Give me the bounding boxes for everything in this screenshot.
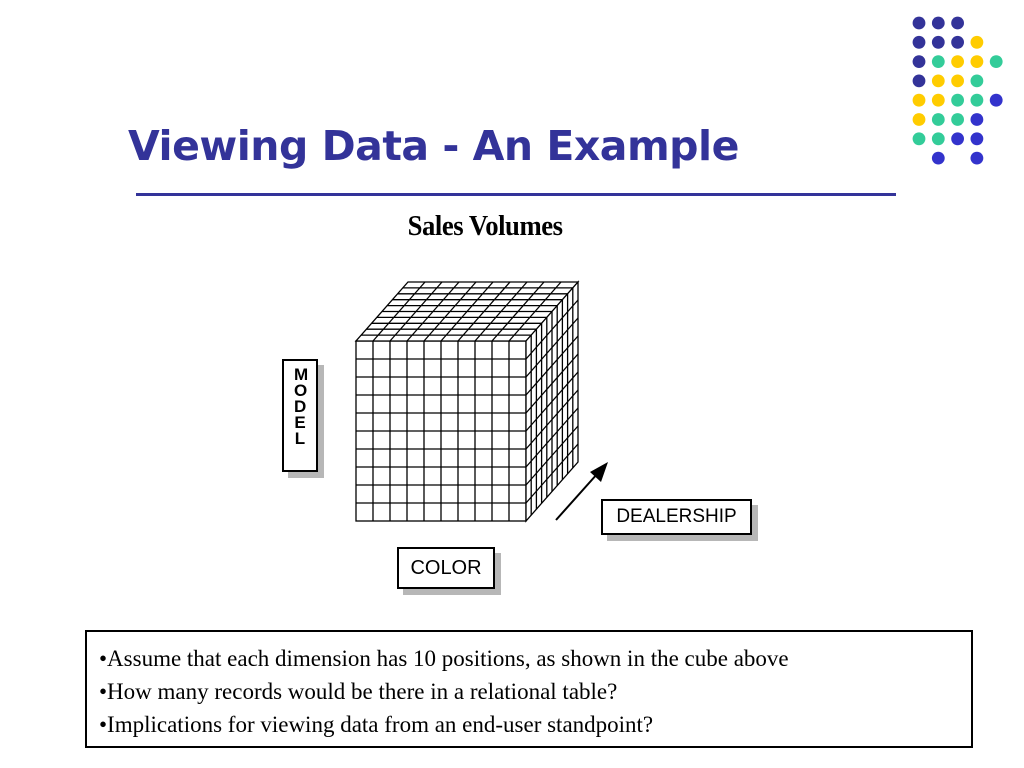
cube-caption: Sales Volumes [407,210,563,242]
model-dimension-label [282,359,318,472]
cube-grid [356,282,578,521]
dealership-dimension-label: DEALERSHIP [601,499,752,535]
note-line: •Implications for viewing data from an end-user standpoint? [99,712,654,737]
model-label-text [294,365,309,448]
color-dimension-label: COLOR [397,547,495,589]
notes-box [85,630,973,748]
model-label-letter: O [294,381,308,400]
slide-title: Viewing Data - An Example [128,122,739,170]
model-label-letter: M [294,365,309,384]
model-label-letter: E [294,413,306,432]
model-label-letter: L [294,429,306,448]
note-line: •How many records would be there in a relational table? [99,679,618,704]
model-label-letter: D [294,397,307,416]
note-line: •Assume that each dimension has 10 positions, as shown in the cube above [99,646,789,671]
